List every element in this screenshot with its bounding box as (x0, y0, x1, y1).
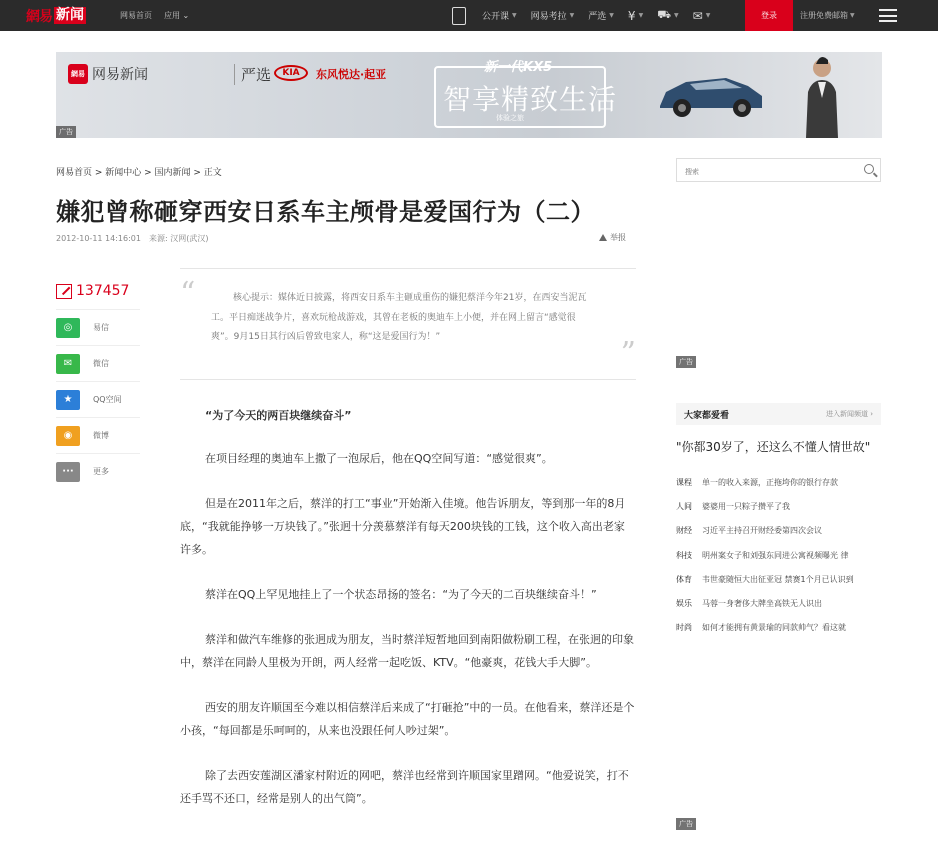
suv-car-image (656, 68, 766, 120)
mail-icon[interactable]: ✉ ▼ (692, 8, 711, 23)
article-paragraph: 蔡洋和做汽车维修的张迥成为朋友，当时蔡洋短暂地回到南阳做粉刷工程，在张迥的印象中，蔡洋在同龄人里极为开朗，两人经常一起吃饭、KTV。“他豪爽，花钱大手大脚”。 (180, 633, 634, 669)
item-category: 财经 (676, 526, 692, 536)
chevron-down-icon: ▼ (569, 12, 575, 19)
breadcrumb[interactable]: 网易首页 > 新闻中心 > 国内新闻 > 正文 (56, 168, 222, 178)
article-subheading: “为了今天的两百块继续奋斗” (205, 409, 352, 422)
article-paragraph: 但是在2011年之后，蔡洋的打工“事业”开始渐入佳境。他告诉朋友，等到那一年的8月底，“我就能挣够一万块钱了。”张迥十分羡慕蔡洋有每天200块钱的工钱，这个收入高出老家许多。 (180, 497, 626, 556)
cart-icon[interactable]: ⛟ ▼ (657, 8, 679, 21)
item-category: 科技 (676, 550, 692, 560)
list-item[interactable] (676, 470, 886, 494)
item-category: 体育 (676, 574, 692, 584)
popular-top-headline[interactable]: "你都30岁了，还这么不懂人情世故" (676, 440, 871, 454)
nav-kaola-label: 网易考拉 (530, 12, 567, 22)
popular-title: 大家都爱看 (684, 410, 730, 421)
item-title: 如何才能拥有黄景瑜的同款帅气？看这就 (702, 623, 846, 633)
chevron-down-icon: ▼ (850, 12, 855, 19)
close-quote-icon: ” (620, 336, 636, 371)
spokesperson-image (804, 52, 840, 138)
banner-subtitle: 体验之旅 (496, 114, 524, 122)
chevron-down-icon: ▼ (638, 12, 644, 19)
share-wechat[interactable] (56, 345, 140, 381)
banner-ad[interactable] (56, 52, 882, 138)
list-item[interactable] (676, 519, 886, 543)
nav-open-course-label: 公开课 (482, 12, 510, 22)
report-label: 举报 (610, 233, 626, 242)
chevron-right-icon: › (870, 410, 873, 418)
chevron-down-icon: ⌄ (182, 11, 190, 20)
item-title: 马蓉一身奢侈大牌坐高铁无人识出 (702, 599, 822, 609)
nav-apps-label: 应用 (164, 11, 180, 20)
ad-label: 广告 (56, 126, 76, 138)
list-item[interactable] (676, 567, 886, 591)
popular-header (676, 403, 881, 425)
nav-netease-home[interactable]: 网易首页 (120, 11, 152, 20)
item-category: 课程 (676, 477, 692, 487)
nav-kaola[interactable] (531, 9, 575, 22)
nav-apps[interactable] (164, 10, 189, 21)
search-box (676, 158, 881, 182)
register-label: 注册免费邮箱 (800, 11, 848, 20)
item-category: 时尚 (676, 623, 692, 633)
qzone-icon: ★ (56, 390, 80, 410)
banner-netease-news: 网易新闻 (92, 67, 148, 83)
item-title: 习近平主持召开财经委第四次会议 (702, 526, 822, 536)
banner-yanxuan: 严选 (234, 64, 271, 85)
popular-list (676, 470, 886, 640)
logo-mark: 網易 (26, 8, 52, 25)
hamburger-menu-icon[interactable] (879, 9, 897, 22)
warning-icon (599, 234, 607, 241)
article-meta: 2012-10-11 14:16:01 来源: 汉网(武汉) (56, 234, 209, 243)
banner-netease-logo (68, 64, 148, 84)
article-summary (180, 268, 636, 380)
open-quote-icon: “ (180, 276, 196, 311)
article-paragraph: 除了去西安莲湖区潘家村附近的网吧，蔡洋也经常到许顺国家里蹭网。“他爱说笑，打不还手骂不还口，经常是别人的出气筒”。 (180, 769, 629, 805)
banner-slogan: 智享精致生活 (443, 83, 618, 116)
search-icon[interactable] (864, 164, 874, 174)
comment-count[interactable] (56, 283, 129, 299)
share-qzone[interactable] (56, 381, 140, 417)
article-title: 嫌犯曾称砸穿西安日系车主颅骨是爱国行为（二） (56, 198, 595, 226)
list-item[interactable] (676, 494, 886, 518)
chevron-down-icon: ▼ (512, 12, 517, 19)
banner-dongfeng: 东风悦达·起亚 (316, 68, 387, 81)
share-yixin[interactable] (56, 309, 140, 345)
article-paragraph: 蔡洋在QQ上罕见地挂上了一个状态昂扬的签名：“为了今天的二百块继续奋斗！” (205, 588, 597, 601)
ad-label: 广告 (676, 356, 696, 368)
share-label: 微信 (93, 359, 109, 368)
list-item[interactable] (676, 543, 886, 567)
share-label: 微博 (93, 431, 109, 440)
article-paragraph: 在项目经理的奥迪车上撒了一泡尿后，他在QQ空间写道：“感觉很爽”。 (205, 452, 553, 465)
yen-icon[interactable]: ¥ ▼ (627, 8, 644, 23)
share-label: QQ空间 (93, 395, 122, 404)
item-title: 韦世豪随恒大出征亚冠 禁赛1个月已认识到 (702, 574, 854, 584)
banner-model: 新一代KX5 (484, 60, 553, 75)
wechat-icon: ✉ (56, 354, 80, 374)
login-button[interactable]: 登录 (745, 0, 793, 31)
nav-yanxuan-label: 严选 (588, 12, 607, 22)
register-email-link[interactable] (800, 0, 855, 31)
share-weibo[interactable] (56, 417, 140, 453)
list-item[interactable] (676, 616, 886, 640)
more-icon: ··· (56, 462, 80, 482)
top-nav-bar (0, 0, 938, 31)
article-paragraph: 西安的朋友许顺国至今难以相信蔡洋后来成了“打砸抢”中的一员。在他看来，蔡洋还是个小孩，“每回都是乐呵呵的，从来也没跟任何人吵过架”。 (180, 701, 635, 737)
chevron-down-icon: ▼ (705, 12, 711, 19)
nav-open-course[interactable] (482, 9, 517, 22)
article-body (180, 404, 635, 832)
weibo-icon: ◉ (56, 426, 80, 446)
chevron-down-icon: ▼ (674, 12, 679, 19)
logo-text: 新闻 (56, 7, 84, 23)
enter-news-channel-link[interactable] (826, 409, 873, 419)
share-label: 易信 (93, 323, 109, 332)
item-title: 明州案女子和刘强东同进公寓视频曝光 律 (702, 550, 849, 560)
nav-yanxuan[interactable] (588, 9, 614, 22)
search-input[interactable] (677, 161, 847, 183)
comment-count-value: 137457 (76, 283, 130, 299)
item-title: 婆婆用一只粽子攒平了我 (702, 501, 790, 511)
netease-logo-icon: 網易 (68, 64, 88, 84)
item-category: 娱乐 (676, 599, 692, 609)
mobile-app-icon[interactable] (452, 7, 466, 25)
item-category: 人间 (676, 501, 692, 511)
item-title: 单一的收入来源，正拖垮你的银行存款 (702, 477, 838, 487)
share-label: 更多 (93, 467, 109, 476)
summary-text: 核心提示：媒体近日披露，将西安日系车主砸成重伤的嫌犯蔡洋今年21岁，在西安当泥瓦工。平日痴迷战争片，喜欢玩枪战游戏，其曾在老板的奥迪车上小便，并在网上留言“感觉很爽”。9月15日其行凶后曾致电家人，称“这是爱国行为！” (211, 293, 587, 342)
enter-news-label: 进入新闻频道 (825, 410, 868, 418)
kia-logo: KIA (274, 65, 308, 81)
chevron-down-icon: ▼ (609, 12, 614, 19)
report-button[interactable] (599, 232, 626, 243)
share-more[interactable] (56, 453, 140, 489)
netease-news-logo[interactable] (26, 7, 86, 24)
comment-icon (56, 284, 72, 299)
list-item[interactable] (676, 591, 886, 615)
ad-label: 广告 (676, 818, 696, 830)
yixin-icon: ◎ (56, 318, 80, 338)
